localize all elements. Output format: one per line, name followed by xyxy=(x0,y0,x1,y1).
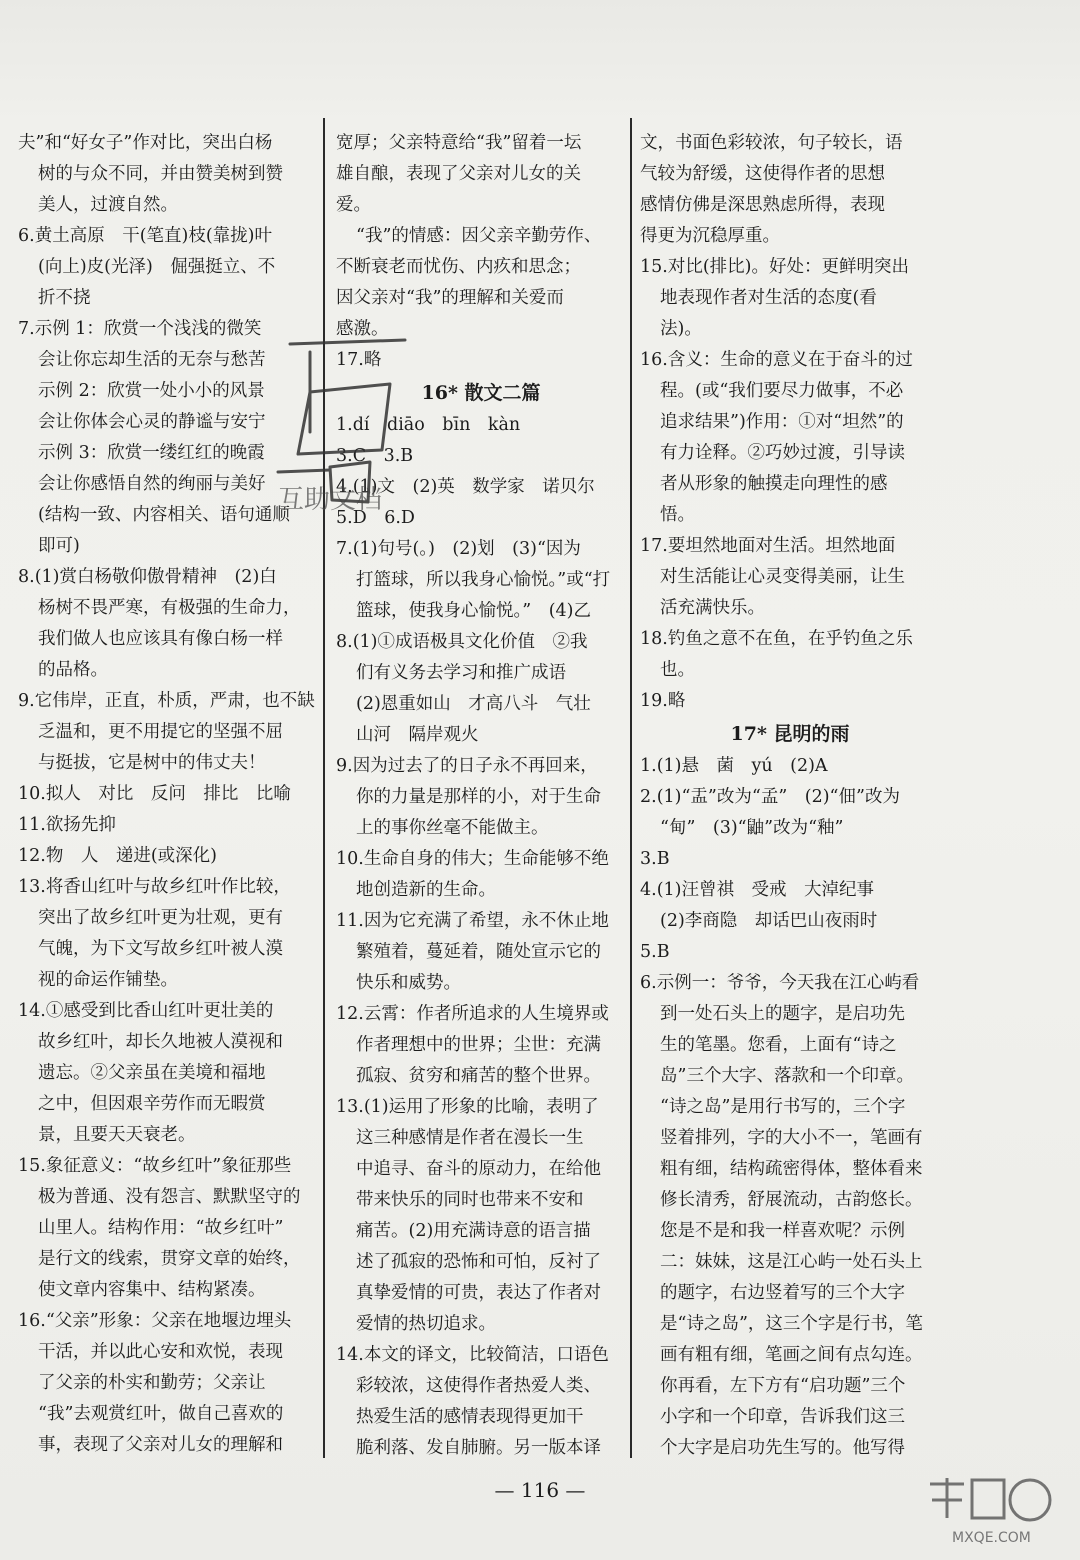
answer-line: 10.拟人 对比 反问 排比 比喻 xyxy=(18,784,291,804)
answer-line: 12.物 人 递进(或深化) xyxy=(18,846,217,866)
answer-line: 美人，过渡自然。 xyxy=(38,195,178,215)
answer-line: 繁殖着，蔓延着，随处宣示它的 xyxy=(356,942,601,962)
answer-line: 2.(1)“盂”改为“孟” (2)“佃”改为 xyxy=(640,787,900,807)
answer-line: 你的力量是那样的小，对于生命 xyxy=(356,787,601,807)
answer-line: 山里人。结构作用：“故乡红叶” xyxy=(38,1218,284,1238)
answer-line: 杨树不畏严寒，有极强的生命力， xyxy=(38,598,301,618)
section-heading-16: 16* 散文二篇 xyxy=(421,382,541,404)
answer-line: 故乡红叶，却长久地被人漠视和 xyxy=(38,1032,283,1052)
answer-line: 二：妹妹，这是江心屿一处石头上 xyxy=(660,1252,923,1272)
page-number: — 116 — xyxy=(494,1478,586,1502)
answer-line: 活充满快乐。 xyxy=(660,598,765,618)
answer-line: 乏温和，更不用提它的坚强不屈 xyxy=(38,722,283,742)
answer-line: 爱情的热切追求。 xyxy=(356,1314,496,1334)
answer-line: 16.含义：生命的意义在于奋斗的过 xyxy=(640,350,913,370)
answer-line: 会让你忘却生活的无奈与愁苦 xyxy=(38,350,266,370)
answer-line: 法)。 xyxy=(660,319,702,339)
answer-line: 痛苦。(2)用充满诗意的语言描 xyxy=(356,1221,591,1241)
answer-line: 带来快乐的同时也带来不安和 xyxy=(356,1190,584,1210)
answer-line: 个大字是启功先生写的。他写得 xyxy=(660,1438,905,1458)
answer-line: 是行文的线索，贯穿文章的始终， xyxy=(38,1249,301,1269)
answer-line: 15.象征意义：“故乡红叶”象征那些 xyxy=(18,1156,292,1176)
answer-line: 快乐和威势。 xyxy=(356,973,461,993)
answer-line: 述了孤寂的恐怖和可怕，反衬了 xyxy=(356,1252,601,1272)
answer-line: 19.略 xyxy=(640,691,686,711)
answer-line: 使文章内容集中、结构紧凑。 xyxy=(38,1280,266,1300)
answer-line: 竖着排列，字的大小不一，笔画有 xyxy=(660,1128,923,1148)
answer-line: 雄自酿，表现了父亲对儿女的关 xyxy=(336,164,581,184)
answer-line: 3.C 3.B xyxy=(336,446,414,466)
answer-line: 修长清秀，舒展流动，古韵悠长。 xyxy=(660,1190,923,1210)
answer-line: 夫”和“好女子”作对比，突出白杨 xyxy=(18,133,273,153)
answer-line: 岛”三个大字、落款和一个印章。 xyxy=(660,1066,914,1086)
answer-line: 1.(1)悬 菌 yú (2)A xyxy=(640,756,828,776)
answer-line: 者从形象的触摸走向理性的感 xyxy=(660,474,888,494)
answer-line: 上的事你丝毫不能做主。 xyxy=(356,818,549,838)
answer-line: “诗之岛”是用行书写的，三个字 xyxy=(660,1097,906,1117)
answer-line: 画有粗有细，笔画之间有点勾连。 xyxy=(660,1345,923,1365)
answer-line: 的题字，右边竖着写的三个大字 xyxy=(660,1283,905,1303)
answer-line: 7.示例 1：欣赏一个浅浅的微笑 xyxy=(18,319,262,339)
answer-line: 山河 隔岸观火 xyxy=(356,725,479,745)
watermark-logo xyxy=(912,1470,1062,1550)
answer-line: 程。(或“我们要尽力做事，不必 xyxy=(660,381,904,401)
answer-line: 5.B xyxy=(640,942,670,962)
answer-line: 们有义务去学习和推广成语 xyxy=(356,663,566,683)
answer-line: 小字和一个印章，告诉我们这三 xyxy=(660,1407,905,1427)
answer-line: 中追寻、奋斗的原动力，在给他 xyxy=(356,1159,601,1179)
answer-line: 粗有细，结构疏密得体，整体看来 xyxy=(660,1159,923,1179)
answer-line: 气较为舒缓，这使得作者的思想 xyxy=(640,164,885,184)
answer-line: (向上)皮(光泽) 倔强挺立、不 xyxy=(38,257,276,277)
answer-line: 示例 2：欣赏一处小小的风景 xyxy=(38,381,265,401)
answer-line: 之中，但因艰辛劳作而无暇赏 xyxy=(38,1094,266,1114)
answer-line: (2)李商隐 却话巴山夜雨时 xyxy=(660,911,878,931)
answer-line: 会让你感悟自然的绚丽与美好 xyxy=(38,474,266,494)
answer-line: 极为普通、没有怨言、默默坚守的 xyxy=(38,1187,301,1207)
answer-line: 4.(1)汪曾祺 受戒 大淖纪事 xyxy=(640,880,874,900)
answer-line: 11.因为它充满了希望，永不休止地 xyxy=(336,911,609,931)
answer-line: 6.示例一：爷爷，今天我在江心屿看 xyxy=(640,973,920,993)
answer-line: 有力诠释。②巧妙过渡，引导读 xyxy=(660,443,905,463)
answer-line: 干活，并以此心安和欢悦，表现 xyxy=(38,1342,283,1362)
answer-line: 9.它伟岸，正直，朴质，严肃，也不缺 xyxy=(18,691,315,711)
answer-line: 您是不是和我一样喜欢呢？示例 xyxy=(660,1221,905,1241)
answer-line: 生的笔墨。您看，上面有“诗之 xyxy=(660,1035,897,1055)
answer-line: 脆利落、发自肺腑。另一版本译 xyxy=(356,1438,601,1458)
answer-line: 事，表现了父亲对儿女的理解和 xyxy=(38,1435,283,1455)
answer-line: 3.B xyxy=(640,849,670,869)
answer-line: 篮球，使我身心愉悦。” (4)乙 xyxy=(356,601,591,621)
answer-line: 18.钓鱼之意不在鱼，在乎钓鱼之乐 xyxy=(640,629,913,649)
answer-line: 不断衰老而忧伤、内疚和思念； xyxy=(336,257,581,277)
answer-line: 我们做人也应该具有像白杨一样 xyxy=(38,629,283,649)
handwritten-stamp-mark xyxy=(270,322,450,522)
column-divider xyxy=(630,118,632,1458)
answer-line: 14.①感受到比香山红叶更壮美的 xyxy=(18,1001,274,1021)
answer-line: 地创造新的生命。 xyxy=(356,880,496,900)
watermark-text: MXQE.COM xyxy=(952,1530,1031,1546)
answer-line: 1.dí diāo bīn kàn xyxy=(336,415,521,435)
answer-line: 气魄，为下文写故乡红叶被人漠 xyxy=(38,939,283,959)
answer-line: 示例 3：欣赏一缕红红的晚霞 xyxy=(38,443,265,463)
answer-line: 视的命运作铺垫。 xyxy=(38,970,178,990)
answer-line: 得更为沉稳厚重。 xyxy=(640,226,780,246)
answer-line: 了父亲的朴实和勤劳；父亲让 xyxy=(38,1373,266,1393)
answer-line: 与挺拔，它是树中的伟丈夫！ xyxy=(38,753,266,773)
answer-line: 地表现作者对生活的态度(看 xyxy=(660,288,877,308)
answer-line: 会让你体会心灵的静谧与安宁 xyxy=(38,412,266,432)
answer-line: 遗忘。②父亲虽在美境和福地 xyxy=(38,1063,266,1083)
answer-line: 8.(1)赏白杨敬仰傲骨精神 (2)白 xyxy=(18,567,277,587)
answer-line: 折不挠 xyxy=(38,288,91,308)
answer-line: 树的与众不同，并由赞美树到赞 xyxy=(38,164,283,184)
answer-line: “甸” (3)“鼬”改为“釉” xyxy=(660,818,844,838)
stamp-text: 互助文档 xyxy=(278,485,383,515)
answer-line: “我”的情感：因父亲辛勤劳作、 xyxy=(356,226,602,246)
answer-line: 10.生命自身的伟大；生命能够不绝 xyxy=(336,849,609,869)
answer-line: 即可) xyxy=(38,536,80,556)
answer-line: 这三种感情是作者在漫长一生 xyxy=(356,1128,584,1148)
answer-line: 你再看，左下方有“启功题”三个 xyxy=(660,1376,906,1396)
answer-line: 的品格。 xyxy=(38,660,108,680)
answer-line: 16.“父亲”形象：父亲在地堰边埋头 xyxy=(18,1311,292,1331)
answer-line: 景，且要天天衰老。 xyxy=(38,1125,196,1145)
answer-line: 热爱生活的感情表现得更加干 xyxy=(356,1407,584,1427)
answer-line: 17.要坦然地面对生活。坦然地面 xyxy=(640,536,896,556)
answer-line: 8.(1)①成语极具文化价值 ②我 xyxy=(336,632,588,652)
answer-line: 11.欲扬先抑 xyxy=(18,815,116,835)
answer-line: 追求结果”)作用：①对“坦然”的 xyxy=(660,412,904,432)
answer-line: “我”去观赏红叶，做自己喜欢的 xyxy=(38,1404,284,1424)
section-heading-17: 17* 昆明的雨 xyxy=(730,723,850,745)
answer-line: 到一处石头上的题字，是启功先 xyxy=(660,1004,905,1024)
answer-line: 17.略 xyxy=(336,350,382,370)
answer-line: 13.(1)运用了形象的比喻，表明了 xyxy=(336,1097,599,1117)
answer-line: 彩较浓，这使得作者热爱人类、 xyxy=(356,1376,601,1396)
answer-line: 13.将香山红叶与故乡红叶作比较， xyxy=(18,877,291,897)
answer-line: 宽厚；父亲特意给“我”留着一坛 xyxy=(336,133,582,153)
answer-line: 12.云霄：作者所追求的人生境界或 xyxy=(336,1004,609,1024)
answer-line: (2)恩重如山 才高八斗 气壮 xyxy=(356,694,591,714)
answer-line: 打篮球，所以我身心愉悦。”或“打 xyxy=(356,570,611,590)
answer-line: 文，书面色彩较浓，句子较长，语 xyxy=(640,133,903,153)
answer-line: 15.对比(排比)。好处：更鲜明突出 xyxy=(640,257,909,277)
answer-line: 感情仿佛是深思熟虑所得，表现 xyxy=(640,195,885,215)
answer-line: 6.黄土高原 干(笔直)枝(靠拢)叶 xyxy=(18,226,273,246)
right-column xyxy=(640,128,940,1464)
answer-line: 感激。 xyxy=(336,319,389,339)
answer-line: 是“诗之岛”，这三个字是行书，笔 xyxy=(660,1314,923,1334)
answer-line: 孤寂、贫穷和痛苦的整个世界。 xyxy=(356,1066,601,1086)
answer-line: 5.D 6.D xyxy=(336,508,415,528)
answer-line: 悟。 xyxy=(660,505,695,525)
answer-line: 也。 xyxy=(660,660,695,680)
answer-line: 爱。 xyxy=(336,195,371,215)
answer-line: 9.因为过去了的日子永不再回来， xyxy=(336,756,598,776)
answer-line: 对生活能让心灵变得美丽，让生 xyxy=(660,567,905,587)
column-divider xyxy=(323,118,325,1458)
answer-line: 作者理想中的世界；尘世：充满 xyxy=(356,1035,601,1055)
answer-line: (结构一致、内容相关、语句通顺 xyxy=(38,505,290,525)
answer-line: 突出了故乡红叶更为壮观，更有 xyxy=(38,908,283,928)
answer-line: 真挚爱情的可贵，表达了作者对 xyxy=(356,1283,601,1303)
answer-line: 因父亲对“我”的理解和关爱而 xyxy=(336,288,564,308)
answer-line: 14.本文的译文，比较简洁，口语色 xyxy=(336,1345,609,1365)
answer-line: 4.(1)文 (2)英 数学家 诺贝尔 xyxy=(336,477,595,497)
answer-line: 7.(1)句号(。) (2)划 (3)“因为 xyxy=(336,539,581,559)
